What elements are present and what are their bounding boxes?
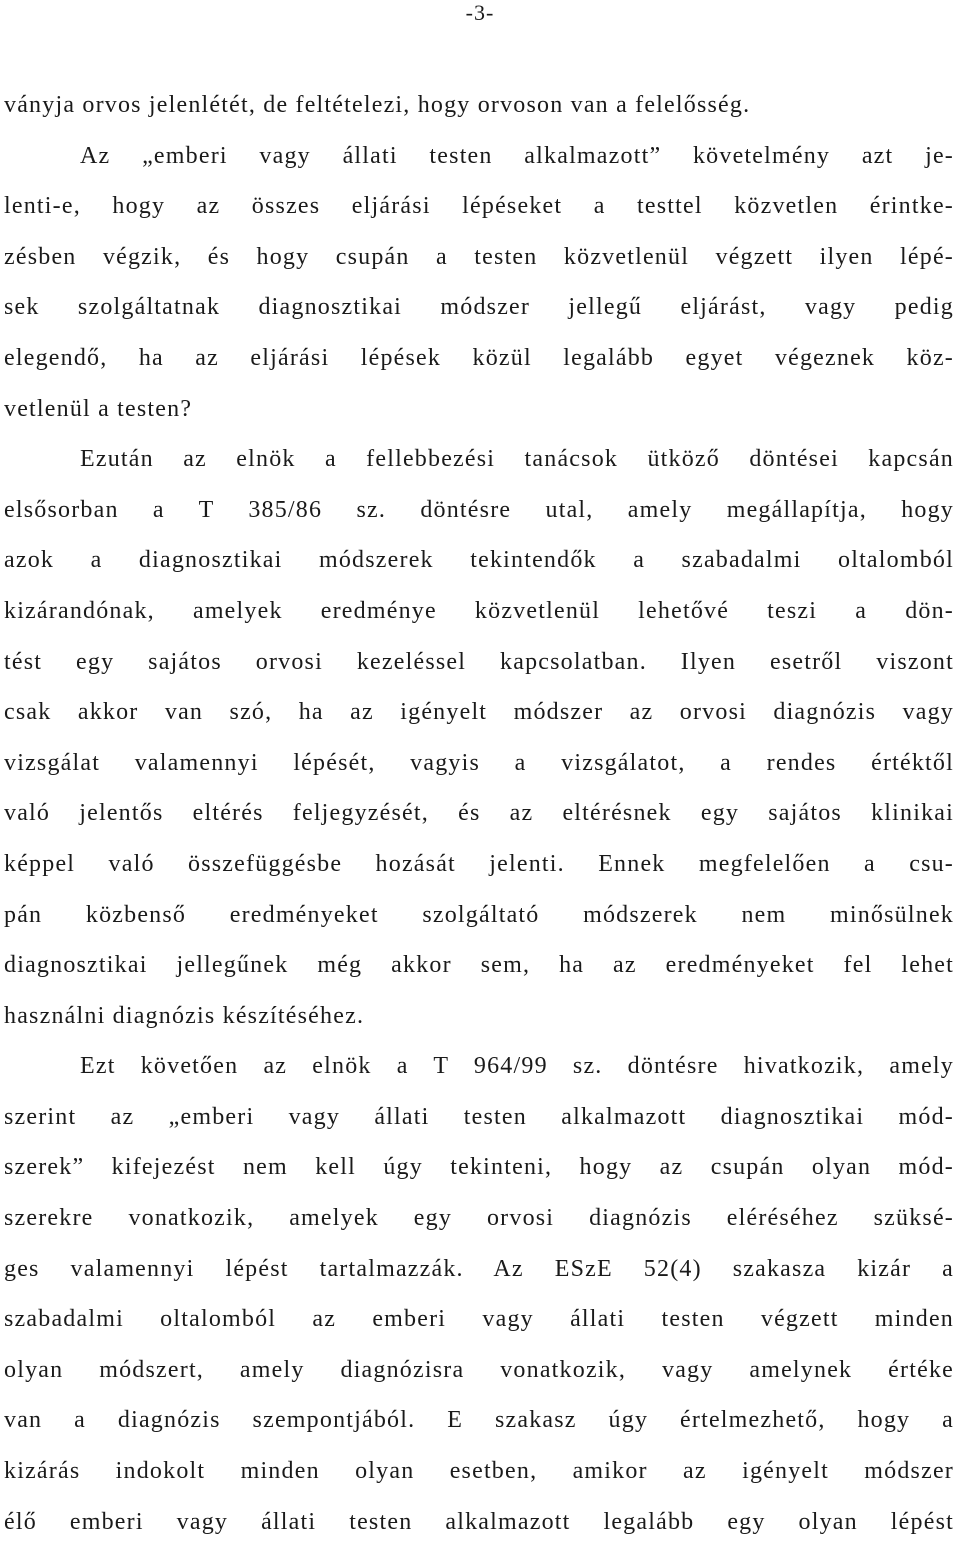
text-line: szerint az „emberi vagy állati testen alkalmazott diagnosztikai mód- [4,1103,954,1130]
text-line: diagnosztikai jellegűnek még akkor sem, ha az eredményeket fel lehet [4,952,954,979]
text-line: sek szolgáltatnak diagnosztikai módszer jellegű eljárást, vagy pedig [4,294,954,321]
text-line: Ezt követően az elnök a T 964/99 sz. döntésre hivatkozik, amely [80,1053,954,1080]
text-line: tést egy sajátos orvosi kezeléssel kapcsolatban. Ilyen esetről viszont [4,648,954,675]
text-line: azok a diagnosztikai módszerek tekintendők a szabadalmi oltalomból [4,547,954,574]
text-line: ványja orvos jelenlétét, de feltételezi, hogy orvoson van a felelősség. [4,92,751,118]
text-line: élő emberi vagy állati testen alkalmazott legalább egy olyan lépést [4,1508,954,1535]
text-line: csak akkor van szó, ha az igényelt módszer az orvosi diagnózis vagy [4,699,954,726]
text-line: vetlenül a testen? [4,395,193,422]
text-line: való jelentős eltérés feljegyzését, és az eltérésnek egy sajátos klinikai [4,800,954,827]
text-line: kizárandónak, amelyek eredménye közvetlenül lehetővé teszi a dön- [4,597,954,624]
text-line: elsősorban a T 385/86 sz. döntésre utal, amely megállapítja, hogy [4,496,954,523]
text-line: kizárás indokolt minden olyan esetben, amikor az igényelt módszer [4,1458,954,1485]
text-line: pán közbenső eredményeket szolgáltató módszerek nem minősülnek [4,901,954,928]
text-line: lenti-e, hogy az összes eljárási lépéseket a testtel közvetlen érintke- [4,193,954,220]
text-line: képpel való összefüggésbe hozását jelenti. Ennek megfelelően a csu- [4,850,954,877]
text-line: van a diagnózis szempontjából. E szakasz úgy értelmezhető, hogy a [4,1407,954,1434]
text-line: szabadalmi oltalomból az emberi vagy állati testen végzett minden [4,1306,954,1333]
text-line: szerek” kifejezést nem kell úgy tekinteni, hogy az csupán olyan mód- [4,1154,954,1181]
text-line: Az „emberi vagy állati testen alkalmazott” követelmény azt je- [80,142,954,169]
text-line: szerekre vonatkozik, amelyek egy orvosi diagnózis eléréséhez szüksé- [4,1205,954,1232]
text-line: vizsgálat valamennyi lépését, vagyis a vizsgálatot, a rendes értéktől [4,749,954,776]
text-line: elegendő, ha az eljárási lépések közül legalább egyet végeznek köz- [4,344,954,371]
body-text [4,80,954,1547]
text-line: használni diagnózis készítéséhez. [4,1002,365,1029]
text-line: olyan módszert, amely diagnózisra vonatkozik, vagy amelynek értéke [4,1356,954,1383]
text-line: zésben végzik, és hogy csupán a testen közvetlenül végzett ilyen lépé- [4,243,954,270]
page-number: -3- [465,0,495,25]
text-line: Ezután az elnök a fellebbezési tanácsok ütköző döntései kapcsán [80,446,954,473]
text-line: ges valamennyi lépést tartalmazzák. Az ESzE 52(4) szakasza kizár a [4,1255,954,1282]
